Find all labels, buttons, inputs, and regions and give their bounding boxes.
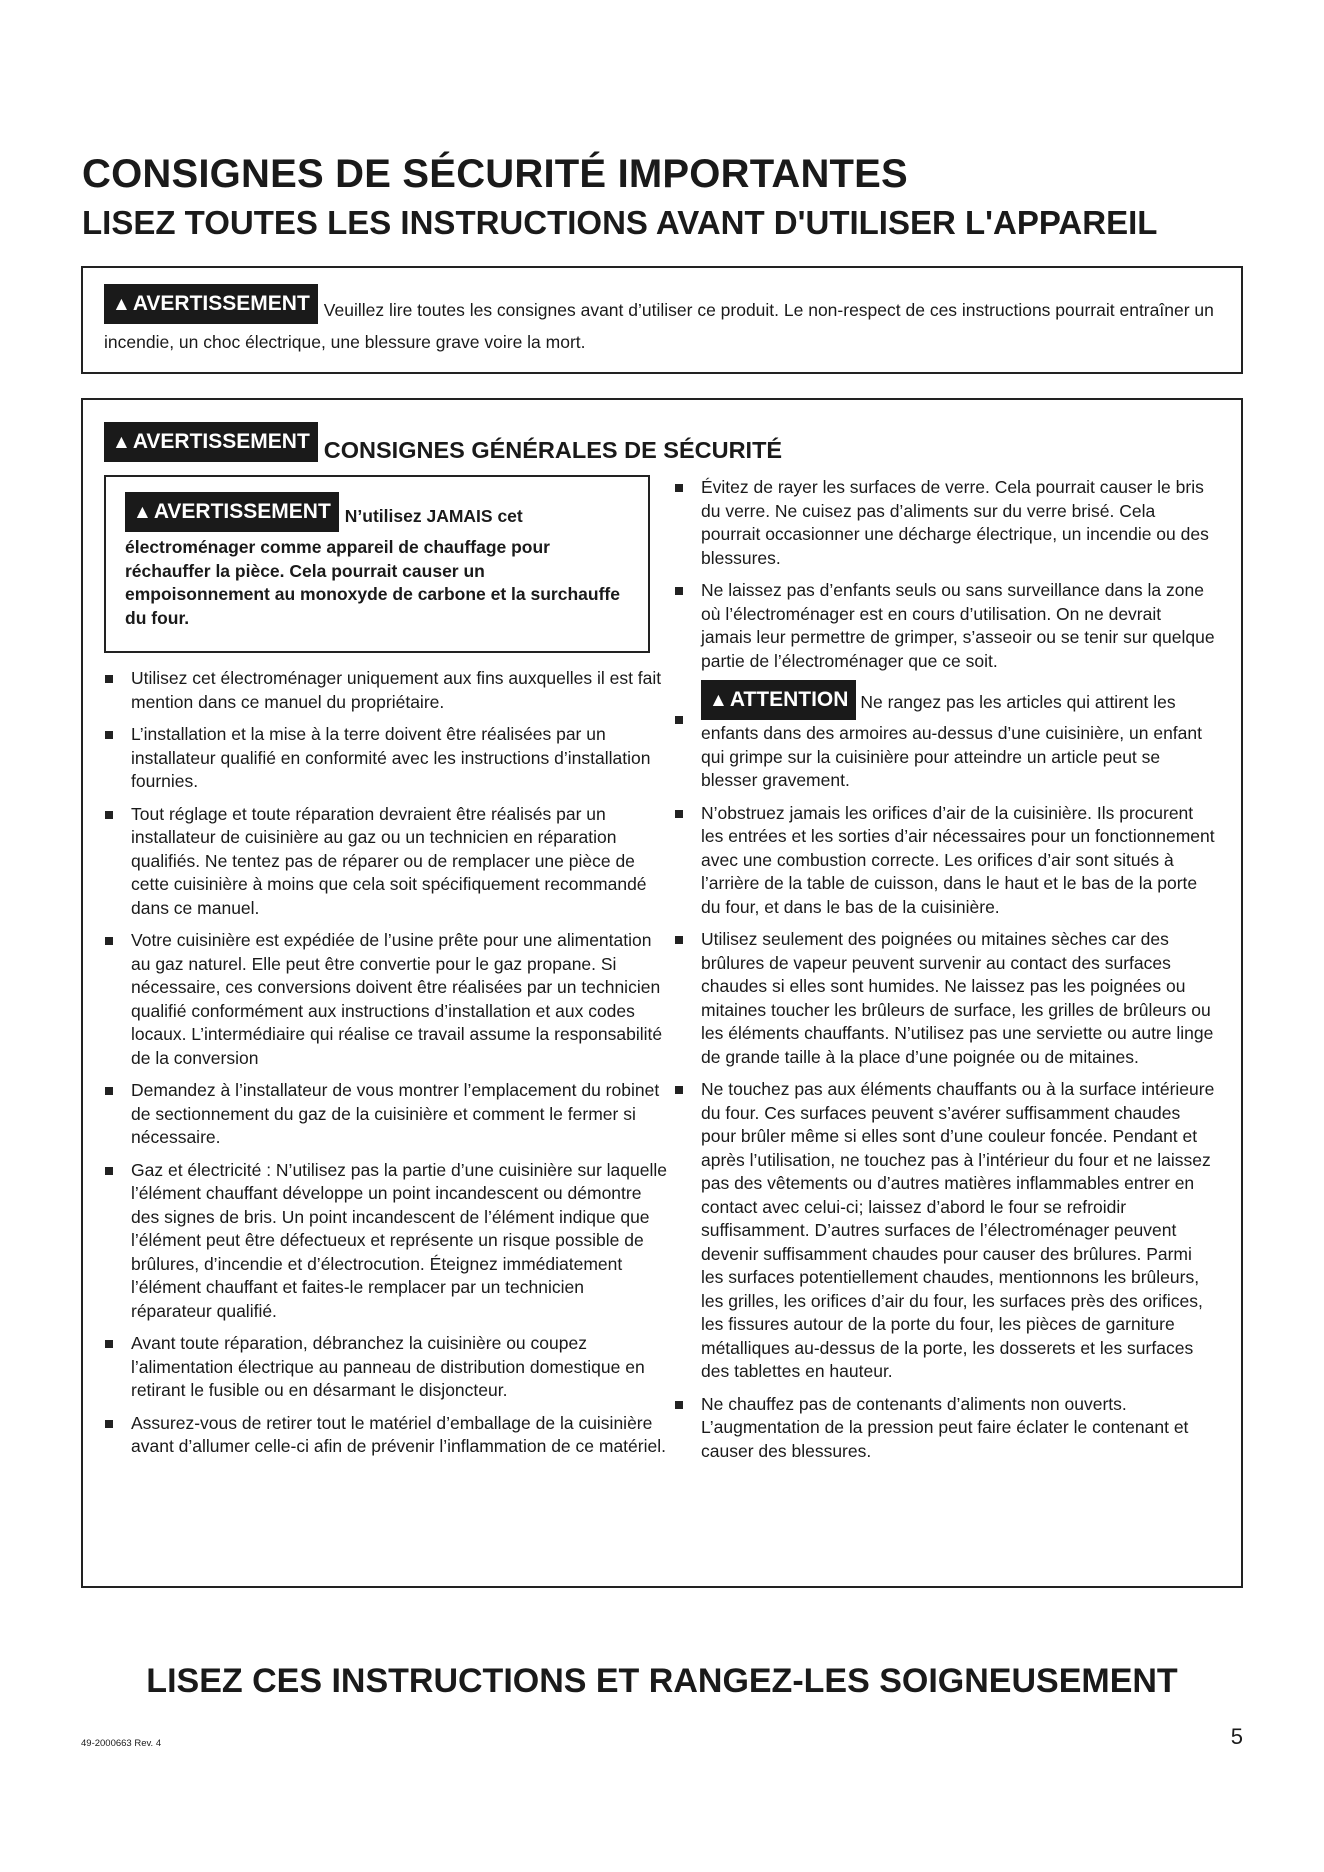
warning-text: Veuillez lire toutes les consignes avant d’utiliser ce produit. Le non-respect de ces instructions pourrait entraîner un incendie, un choc électrique, une blessure grave voire la mort. (104, 300, 1214, 352)
list-item-text: Utilisez seulement des poignées ou mitaines sèches car des brûlures de vapeur peuvent survenir au contact des surfaces chaudes si elles sont humides. Ne laissez pas les poignées ou mitaines toucher les brûleurs de surface, les grilles de brûleurs ou les éléments chauffants. N’utilisez pas une serviette ou autre linge de grande taille à la place d’une poignée ou de mitaines. (701, 929, 1214, 1067)
list-item-text: Utilisez cet électroménager uniquement aux fins auxquelles il est fait mention dans ce manuel du propriétaire. (131, 668, 662, 712)
list-item-text: Évitez de rayer les surfaces de verre. Cela pourrait causer le bris du verre. Ne cuisez pas d’aliments sur du verre brisé. Cela pourrait occasionner une décharge électrique, un incendie ou des blessures. (701, 477, 1209, 568)
list-item (105, 667, 667, 714)
list-item-text: Ne chauffez pas de contenants d’aliments non ouverts. L’augmentation de la pression peut faire éclater le contenant et causer des blessures. (701, 1393, 1189, 1461)
square-bullet-icon (105, 675, 113, 683)
square-bullet-icon (675, 716, 683, 724)
attention-item (675, 682, 1215, 793)
warning-badge-label: AVERTISSEMENT (132, 292, 310, 315)
warning-badge (125, 492, 339, 532)
square-bullet-icon (675, 1401, 683, 1409)
left-column-list (105, 667, 667, 1468)
list-item (105, 929, 667, 1070)
document-number: 49-2000663 Rev. 4 (81, 1738, 162, 1749)
list-item-text: Tout réglage et toute réparation devraient être réalisés par un installateur de cuisinière au gaz ou un technicien en réparation qualifiés. Ne tentez pas de réparer ou de remplacer une pièce de cette cuisinière à moins que cela soit spécifiquement recommandé dans ce manuel. (131, 803, 647, 918)
list-item (105, 1079, 667, 1150)
list-item-text: N’obstruez jamais les orifices d’air de la cuisinière. Ils procurent les entrées et les sorties d’air nécessaires pour un fonctionnement avec une combustion correcte. Les orifices d’air sont situés à l’arrière de la table de cuisson, dans le haut et le bas de la porte du four, et dans le bas de la cuisinière. (701, 802, 1215, 917)
warning-triangle-icon: ▲ (112, 294, 131, 315)
warning-badge-label: AVERTISSEMENT (132, 430, 310, 453)
list-item (105, 723, 667, 794)
list-item (675, 579, 1215, 673)
attention-badge-label: ATTENTION (729, 688, 849, 711)
square-bullet-icon (675, 587, 683, 595)
list-item (105, 1412, 667, 1459)
list-item-text: Gaz et électricité : N’utilisez pas la partie d’une cuisinière sur laquelle l’élément chauffant développe un point incandescent ou démontre des signes de bris. Un point incandescent de l’élément indique que l’élément peut être défectueux et représente un risque possible de brûlures, d’incendie et d’électrocution. Éteignez immédiatement l’élément chauffant et faites-le remplacer par un technicien réparateur qualifié. (131, 1159, 667, 1321)
list-item-text: Ne laissez pas d’enfants seuls ou sans surveillance dans la zone où l’électroménager est en cours d’utilisation. On ne devrait jamais leur permettre de grimper, s’asseoir ou se tenir sur quelque partie de l’électroménager que ce soit. (701, 580, 1215, 671)
square-bullet-icon (675, 484, 683, 492)
page-subtitle: LISEZ TOUTES LES INSTRUCTIONS AVANT D'UTILISER L'APPAREIL (82, 204, 1158, 241)
list-item (105, 1159, 667, 1324)
square-bullet-icon (105, 937, 113, 945)
footer-title: LISEZ CES INSTRUCTIONS ET RANGEZ-LES SOIGNEUSEMENT (146, 1662, 1178, 1700)
list-item-text: Avant toute réparation, débranchez la cuisinière ou coupez l’alimentation électrique au panneau de distribution domestique en retirant le fusible ou en désarmant le disjoncteur. (131, 1333, 645, 1400)
general-safety-box (81, 398, 1243, 1588)
square-bullet-icon (105, 1340, 113, 1348)
warning-badge-label: AVERTISSEMENT (153, 500, 331, 523)
heating-warning-text: N’utilisez JAMAIS cet électroménager comme appareil de chauffage pour réchauffer la pièce. Cela pourrait causer un empoisonnement au monoxyde de carbone et la surchauffe du four. (125, 506, 620, 628)
warning-box-content (104, 290, 1223, 355)
warning-triangle-icon: ▲ (112, 432, 131, 453)
square-bullet-icon (105, 1420, 113, 1428)
list-item (675, 928, 1215, 1069)
square-bullet-icon (105, 731, 113, 739)
list-item (105, 803, 667, 921)
square-bullet-icon (105, 1087, 113, 1095)
square-bullet-icon (675, 936, 683, 944)
list-item (105, 1332, 667, 1403)
warning-triangle-icon: ▲ (709, 690, 728, 711)
heating-warning-box (104, 475, 650, 653)
square-bullet-icon (105, 1167, 113, 1175)
list-item (675, 1078, 1215, 1384)
list-item-text: Demandez à l’installateur de vous montrer l’emplacement du robinet de sectionnement du gaz de la cuisinière et comment le fermer si nécessaire. (131, 1080, 660, 1147)
attention-text: Ne rangez pas les articles qui attirent les enfants dans des armoires au-dessus d’une cuisinière, un enfant qui grimpe sur la cuisinière pour atteindre un article peut se blesser gravement. (701, 692, 1202, 790)
list-item-text: Votre cuisinière est expédiée de l’usine prête pour une alimentation au gaz naturel. Elle peut être convertie pour le gaz propane. Si nécessaire, ces conversions doivent être réalisées par un technicien qualifié conformément aux instructions d’installation et aux codes locaux. L’intermédiaire qui réalise ce travail assume la responsabilité de la conversion (131, 930, 663, 1068)
square-bullet-icon (675, 1086, 683, 1094)
section-title: CONSIGNES GÉNÉRALES DE SÉCURITÉ (323, 437, 783, 463)
right-column-list (675, 476, 1215, 1472)
list-item (675, 802, 1215, 920)
list-item (675, 1393, 1215, 1464)
list-item-text: L’installation et la mise à la terre doivent être réalisées par un installateur qualifié en conformité avec les instructions d’installation fournies. (131, 724, 651, 791)
square-bullet-icon (105, 811, 113, 819)
heating-warning-content (125, 496, 634, 630)
list-item-text: Assurez-vous de retirer tout le matériel d’emballage de la cuisinière avant d’allumer celle-ci afin de prévenir l’inflammation de ce matériel. (131, 1412, 666, 1456)
warning-box (81, 266, 1243, 374)
section-header (104, 422, 782, 462)
warning-badge (104, 284, 318, 324)
warning-triangle-icon: ▲ (133, 502, 152, 523)
list-item (675, 476, 1215, 570)
attention-badge (701, 680, 856, 720)
list-item-text: Ne touchez pas aux éléments chauffants ou à la surface intérieure du four. Ces surfaces peuvent s’avérer suffisamment chaudes pour brûler même si elles sont d’une couleur foncée. Pendant et après l’utilisation, ne touchez pas à l’intérieur du four et ne laissez pas des vêtements ou d’autres matières inflammables entrer en contact avec celui-ci; laissez d’abord le four se refroidir suffisamment. D’autres surfaces de l’électroménager peuvent devenir suffisamment chaudes pour causer des brûlures. Parmi les surfaces potentiellement chaudes, mentionnons les brûleurs, les grilles, les orifices d’air du four, les surfaces près des orifices, les fissures autour de la porte du four, les pièces de garniture métalliques au-dessus de la porte, les dosserets et les surfaces des tablettes en hauteur. (701, 1079, 1215, 1381)
warning-badge (104, 422, 318, 462)
page-number: 5 (1230, 1724, 1243, 1749)
square-bullet-icon (675, 810, 683, 818)
page-title: CONSIGNES DE SÉCURITÉ IMPORTANTES (82, 152, 908, 196)
